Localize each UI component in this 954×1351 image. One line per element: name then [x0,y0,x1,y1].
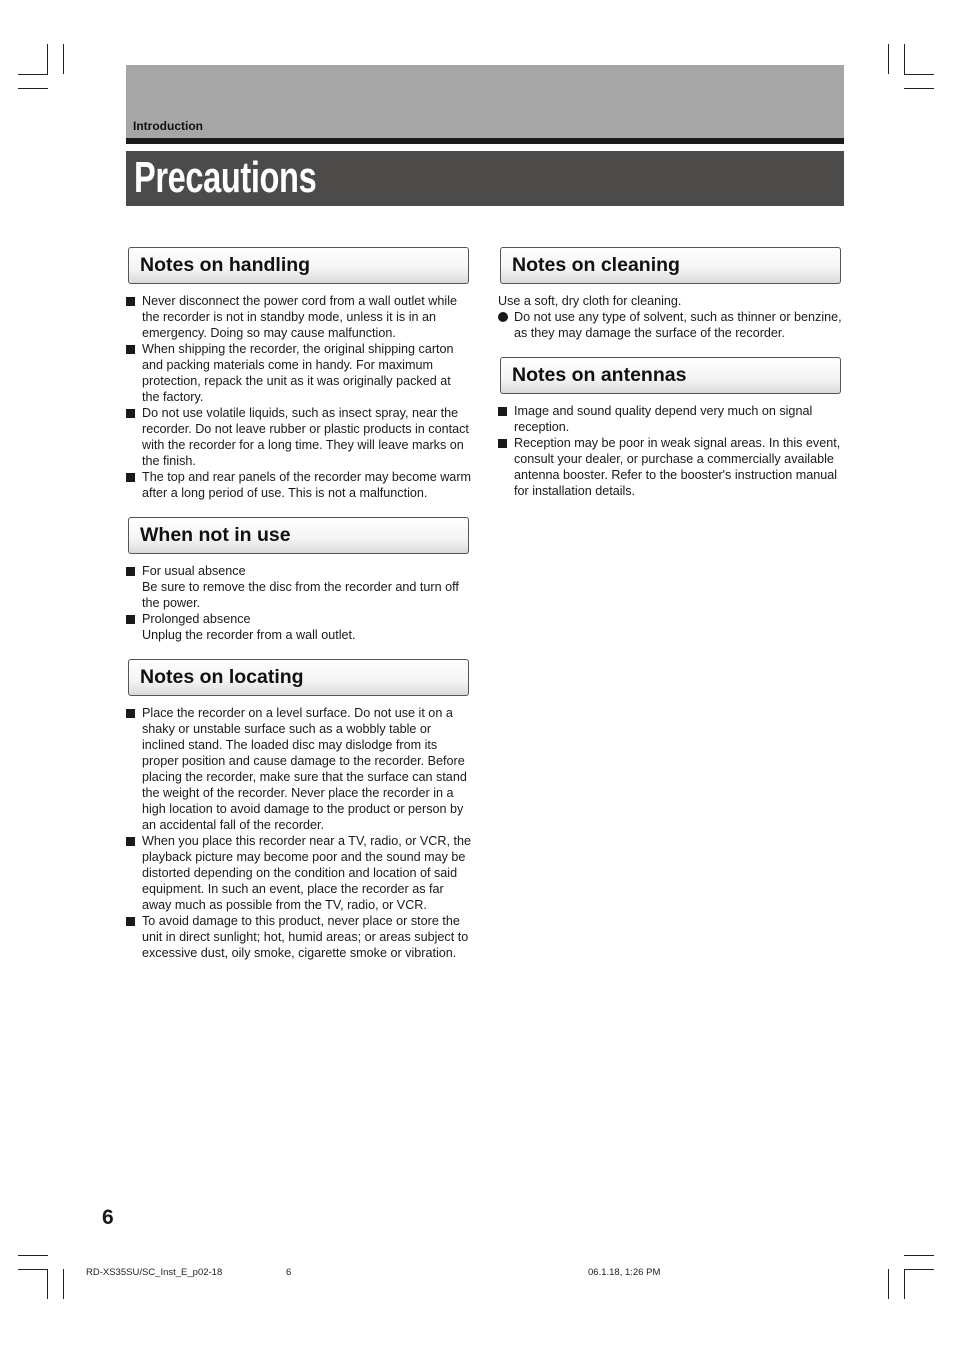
list-item: Reception may be poor in weak signal areas. In this event, consult your dealer, or purchase a commercially available antenna booster. Refer to the booster's instruction manual for installation details. [498,435,843,499]
list-item: Do not use volatile liquids, such as insect spray, near the recorder. Do not leave rubber or plastic products in contact with the recorder for a long time. They will leave marks on the finish. [126,405,471,469]
crop-mark [904,1255,934,1256]
crop-mark [904,1269,905,1299]
section-handling [126,247,471,501]
page-number: 6 [102,1206,114,1229]
list-item: When you place this recorder near a TV, radio, or VCR, the playback picture may become poor and the sound may be distorted depending on the condition and location of said equipment. In such an event, place the recorder as far away much as possible from the TV, radio, or VCR. [126,833,471,913]
list-item [126,563,471,611]
crop-mark [47,44,48,74]
crop-mark [904,74,934,75]
crop-mark [63,44,64,74]
cleaning-intro: Use a soft, dry cloth for cleaning. [498,294,682,308]
list-item: Place the recorder on a level surface. Do not use it on a shaky or unstable surface such as a wobbly table or inclined stand. The loaded disc may dislodge from its proper position and cause damage to the recorder. Before placing the recorder, make sure that the surface can stand the weight of the recorder. Never place the recorder in a high location to avoid damage to the product or person by an accidental fall of the recorder. [126,705,471,833]
left-column [126,247,471,977]
not-in-use-list [126,563,471,643]
section-label: Introduction [133,119,203,133]
section-cleaning [498,247,843,341]
page-title: Precautions [134,153,317,202]
section-locating [126,659,471,961]
crop-mark [888,1269,889,1299]
crop-mark [18,1255,48,1256]
crop-mark [888,44,889,74]
list-item: Never disconnect the power cord from a wall outlet while the recorder is not in standby mode, unless it is in an emergency. Doing so may cause malfunction. [126,293,471,341]
section-not-in-use [126,517,471,643]
footer-file: RD-XS35SU/SC_Inst_E_p02-18 [86,1267,223,1278]
item-text: Unplug the recorder from a wall outlet. [142,628,356,642]
header-band [126,65,844,138]
crop-mark [904,44,905,74]
crop-mark [18,1269,48,1270]
section-antennas [498,357,843,499]
item-title: For usual absence [142,564,246,578]
list-item: When shipping the recorder, the original shipping carton and packing materials come in handy. For maximum protection, repack the unit as it was originally packed at the factory. [126,341,471,405]
section-heading-handling: Notes on handling [128,247,469,284]
section-heading-locating: Notes on locating [128,659,469,696]
list-item: To avoid damage to this product, never place or store the unit in direct sunlight; hot, humid areas; or areas subject to excessive dust, oily smoke, cigarette smoke or vibration. [126,913,471,961]
list-item: Do not use any type of solvent, such as thinner or benzine, as they may damage the surface of the recorder. [498,309,843,341]
item-title: Prolonged absence [142,612,251,626]
antennas-list [498,403,843,499]
cleaning-list [498,309,843,341]
list-item: The top and rear panels of the recorder may become warm after a long period of use. This is not a malfunction. [126,469,471,501]
right-column [498,247,843,515]
section-heading-not-in-use: When not in use [128,517,469,554]
crop-mark [47,1269,48,1299]
item-text: Be sure to remove the disc from the recorder and turn off the power. [142,580,459,610]
crop-mark [63,1269,64,1299]
header-rule [126,138,844,144]
locating-list [126,705,471,961]
crop-mark [18,88,48,89]
crop-mark [904,1269,934,1270]
list-item: Image and sound quality depend very much on signal reception. [498,403,843,435]
section-heading-cleaning: Notes on cleaning [500,247,841,284]
footer-timestamp: 06.1.18, 1:26 PM [588,1267,661,1278]
handling-list [126,293,471,501]
crop-mark [904,88,934,89]
section-heading-antennas: Notes on antennas [500,357,841,394]
crop-mark [18,74,48,75]
footer-page: 6 [286,1267,292,1278]
list-item [126,611,471,643]
